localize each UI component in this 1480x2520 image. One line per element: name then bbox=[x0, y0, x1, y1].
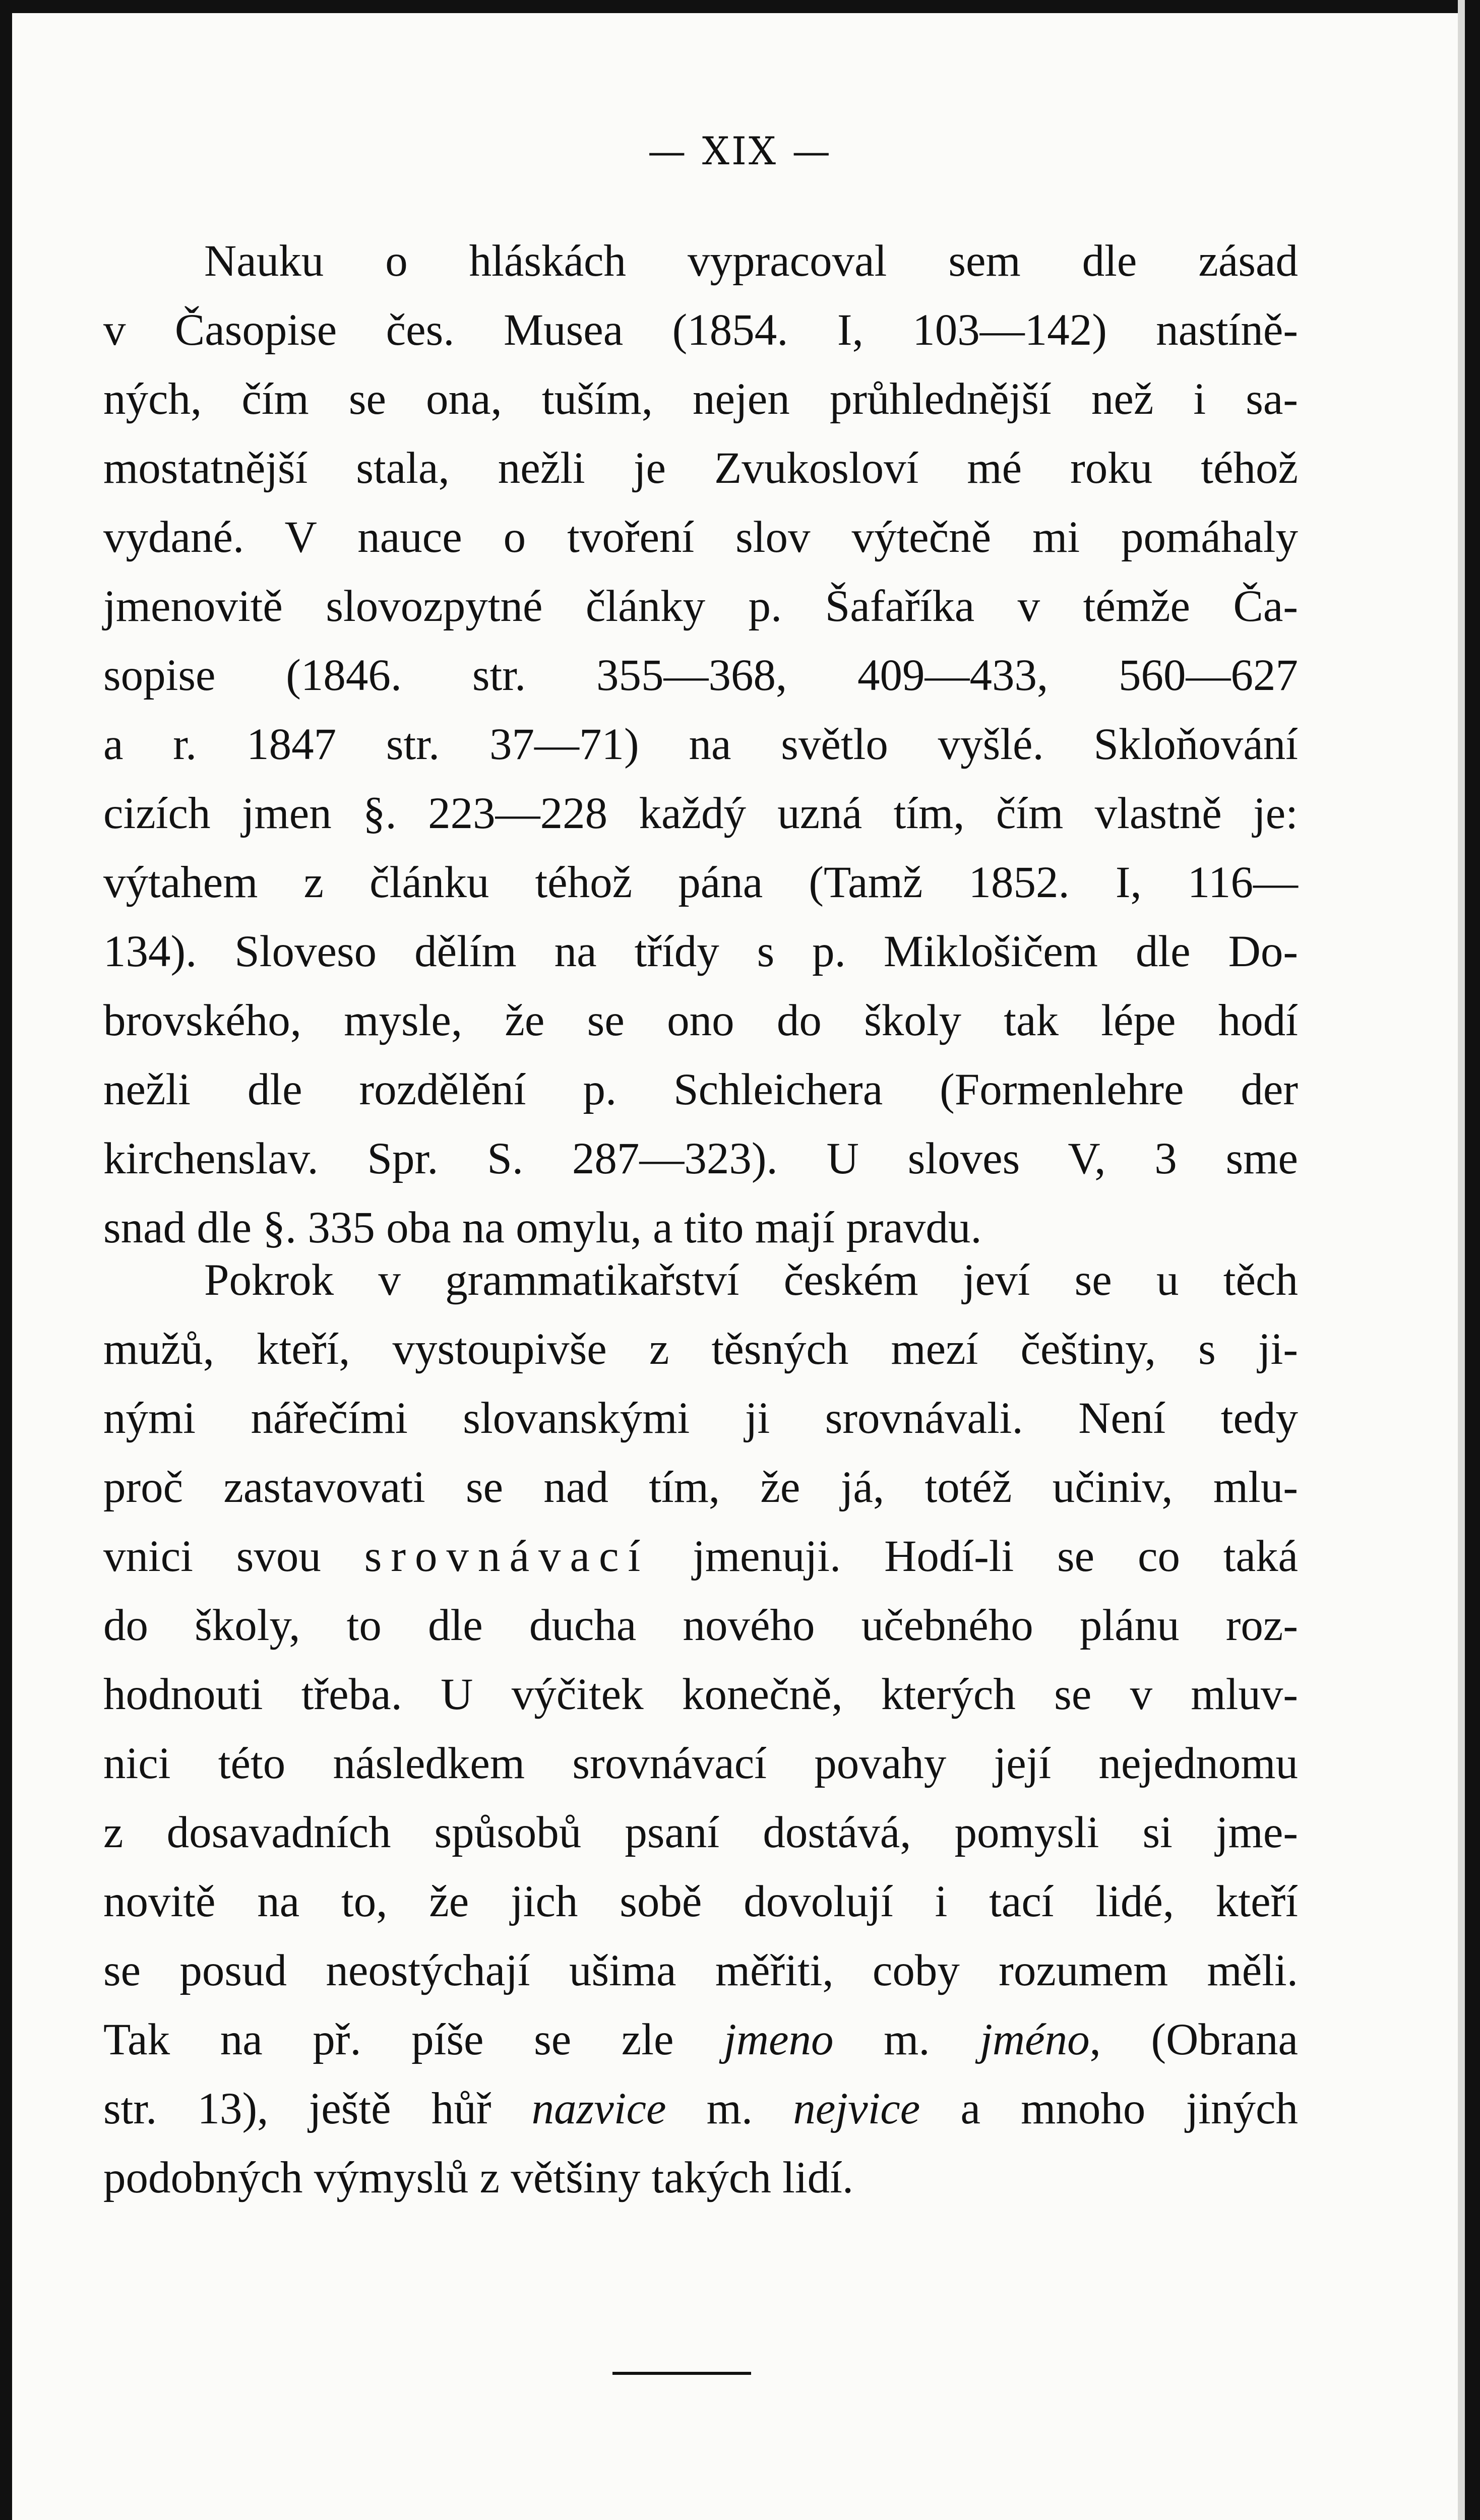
text-line bbox=[103, 2074, 1298, 2144]
scan-edge-right bbox=[1465, 0, 1480, 2520]
text-line: cizích jmen §. 223—228 každý uzná tím, čím vlastně je: bbox=[103, 789, 1298, 838]
paragraph-1 bbox=[103, 227, 1298, 1263]
paragraph-2 bbox=[103, 1246, 1298, 2213]
text-line: v Časopise čes. Musea (1854. I, 103—142) nastíně- bbox=[103, 305, 1298, 355]
text-line: novitě na to, že jich sobě dovolují i tací lidé, kteří bbox=[103, 1877, 1298, 1926]
page-number: — XIX — bbox=[647, 129, 833, 173]
italic-word: nejvice bbox=[793, 2084, 920, 2133]
text-line: snad dle §. 335 oba na omylu, a tito mají pravdu. bbox=[103, 1203, 982, 1252]
text-line: podobných výmyslů z většiny takých lidí. bbox=[103, 2153, 854, 2202]
text-line: se posud neostýchají ušima měřiti, coby rozumem měli. bbox=[103, 1946, 1298, 1995]
text-segment: m. bbox=[833, 2015, 980, 2064]
text-segment: vnici svou bbox=[103, 1532, 364, 1581]
text-segment: m. bbox=[666, 2084, 793, 2133]
text-segment: , (Obrana bbox=[1089, 2015, 1299, 2064]
text-line: 134). Sloveso dělím na třídy s p. Miklošičem dle Do- bbox=[103, 927, 1298, 976]
text-line: mužů, kteří, vystoupivše z těsných mezí češtiny, s ji- bbox=[103, 1325, 1298, 1374]
text-line: výtahem z článku téhož pána (Tamž 1852. I, 116— bbox=[103, 858, 1298, 907]
text-line: a r. 1847 str. 37—71) na světlo vyšlé. Skloňování bbox=[103, 720, 1298, 769]
scan-edge-top bbox=[0, 0, 1480, 13]
text-line: jmenovitě slovozpytné články p. Šafaříka v témže Ča- bbox=[103, 582, 1298, 631]
text-segment: Tak na př. píše se zle bbox=[103, 2015, 724, 2064]
text-line: mostatnější stala, nežli je Zvukosloví mé roku téhož bbox=[103, 444, 1298, 493]
text-line bbox=[103, 1522, 1298, 1591]
scan-edge-right-shadow bbox=[1458, 0, 1465, 2520]
text-line: do školy, to dle ducha nového učebného plánu roz- bbox=[103, 1601, 1298, 1650]
text-line: Pokrok v grammatikařství českém jeví se u těch bbox=[204, 1255, 1298, 1305]
emphasized-term: srovnávací bbox=[364, 1532, 650, 1581]
text-segment: str. 13), ještě hůř bbox=[103, 2084, 532, 2133]
text-line: nými nářečími slovanskými ji srovnávali. Není tedy bbox=[103, 1394, 1298, 1443]
italic-word: nazvice bbox=[531, 2084, 666, 2133]
text-segment: a mnoho jiných bbox=[920, 2084, 1299, 2133]
text-line: z dosavadních spůsobů psaní dostává, pomysli si jme- bbox=[103, 1808, 1298, 1857]
text-segment: jmenuji. Hodí-li se co taká bbox=[649, 1532, 1299, 1581]
text-line: proč zastavovati se nad tím, že já, totéž učiniv, mlu- bbox=[103, 1463, 1298, 1512]
italic-word: jméno bbox=[980, 2015, 1090, 2064]
scan-edge-left bbox=[0, 0, 12, 2520]
text-line: Nauku o hláskách vypracoval sem dle zásad bbox=[204, 236, 1298, 286]
text-line: kirchenslav. Spr. S. 287—323). U sloves V, 3 sme bbox=[103, 1134, 1298, 1183]
text-line: nici této následkem srovnávací povahy její nejednomu bbox=[103, 1739, 1298, 1788]
text-line: ných, čím se ona, tuším, nejen průhlednější než i sa- bbox=[103, 374, 1298, 424]
text-line: hodnouti třeba. U výčitek konečně, kterých se v mluv- bbox=[103, 1670, 1298, 1719]
text-line bbox=[103, 2005, 1298, 2074]
text-line: sopise (1846. str. 355—368, 409—433, 560—627 bbox=[103, 651, 1298, 700]
text-line: brovského, mysle, že se ono do školy tak lépe hodí bbox=[103, 996, 1298, 1045]
text-line: nežli dle rozdělění p. Schleichera (Formenlehre der bbox=[103, 1065, 1298, 1114]
italic-word: jmeno bbox=[724, 2015, 834, 2064]
closing-rule bbox=[612, 2372, 751, 2375]
text-line: vydané. V nauce o tvoření slov výtečně mi pomáhaly bbox=[103, 513, 1298, 562]
